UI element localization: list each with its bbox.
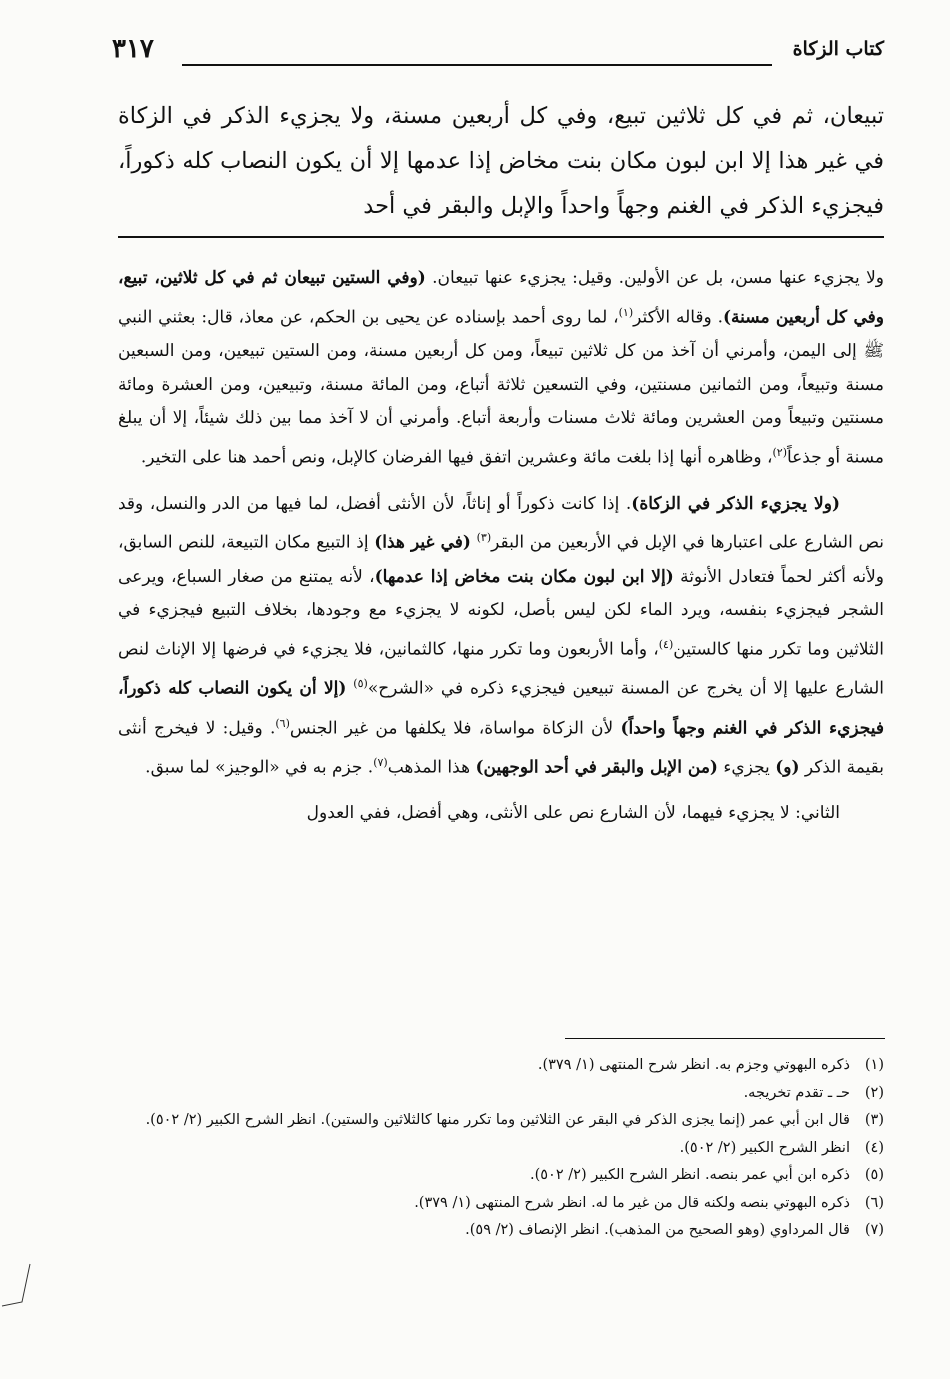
footnote-text: انظر الشرح الكبير (٢/ ٥٠٢). (679, 1139, 850, 1156)
footnote-item (118, 1135, 884, 1163)
footnote-item (118, 1080, 884, 1108)
margin-scan-mark (0, 1262, 36, 1322)
commentary-text: ، وأما الأربعون وما تكرر منها، كالثمانين، فلا يجزيء في فرضها إلا الإناث لنص الشارع عليها إلا أن يخرج عن المسنة تبيعين فيجزيء ذكره في «الشرح» (118, 639, 885, 700)
chapter-title: كتاب الزكاة (792, 38, 884, 60)
footnote-item (118, 1217, 884, 1245)
commentary-text: . إذا كانت ذكوراً أو إناثاً، لأن الأنثى أفضل، لما فيها من الدر والنسل، وقد نص الشارع على اعتبارها في الإبل في الأربعين من البقر (118, 493, 885, 553)
footnote-number: (٧) (864, 1222, 884, 1238)
bold-matn-quote: (إلا أن يكون النصاب كله ذكوراً، فيجزيء الذكر في الغنم وجهاً واحداً) (118, 679, 885, 739)
header-rule (182, 64, 772, 66)
footnotes-list (118, 1052, 884, 1245)
footnote-rule (565, 1038, 885, 1039)
commentary-text: هذا المذهب (387, 757, 476, 778)
commentary-block (118, 262, 884, 831)
footnote-number: (٥) (864, 1167, 884, 1183)
footnote-ref: (٤) (658, 638, 674, 651)
footnote-text: قال المرداوي (وهو الصحيح من المذهب). انظر الإنصاف (٢/ ٥٩). (465, 1222, 850, 1238)
page-number: ٣١٧ (112, 34, 154, 64)
commentary-paragraph-2 (118, 488, 884, 786)
footnote-text: ذكره البهوتي وجزم به. انظر شرح المنتهى (١/ ٣٧٩). (537, 1057, 850, 1073)
commentary-paragraph-3: الثاني: لا يجزيء فيهما، لأن الشارع نص على الأنثى، وهي أفضل، ففي العدول (306, 803, 840, 824)
commentary-text: يجزيء (717, 757, 776, 778)
bold-matn-quote: (من الإبل والبقر في أحد الوجهين) (475, 757, 718, 778)
footnote-text: حـ ـ تقدم تخريجه. (743, 1084, 850, 1101)
commentary-text: ولا يجزيء عنها مسن، بل عن الأولين. وقيل: يجزيء عنها تبيعان. (425, 268, 884, 288)
commentary-text: ، لأنه يمتنع من صغار السباع، ويرعى الشجر فيجزيء بنفسه، ويرد الماء لكن ليس بأصل، لكونه لا يجزيء مع وجودها، بخلاف التبيع فيجزيء في الثلاثين وما تكرر منها كالستين (118, 566, 884, 660)
commentary-text: لأن الزكاة مواساة، فلا يكلفها من غير الجنس (289, 718, 621, 739)
footnote-ref: (٧) (373, 756, 388, 770)
commentary-text: إذ التبيع مكان التبيعة، للنص السابق، ولأنه أكثر لحماً فتعادل الأنوثة (118, 532, 884, 587)
footnote-number: (٢) (864, 1084, 884, 1101)
footnote-item (118, 1107, 884, 1135)
footnote-ref: (٦) (275, 716, 290, 730)
footnote-item (118, 1162, 884, 1190)
footnote-item (118, 1190, 884, 1218)
footnote-item (118, 1052, 884, 1080)
bold-matn-quote: (ولا يجزيء الذكر في الزكاة) (631, 493, 840, 514)
footnote-text: قال ابن أبي عمر (إنما يجزى الذكر في البقر عن الثلاثين وما تكرر منها كالثلاثين والستين). انظر الشرح الكبير (٢/ ٥٠٢). (145, 1112, 850, 1128)
commentary-text: ، وظاهره أنها إذا بلغت مائة وعشرين اتفق فيها الفرضان كالإبل، ونص أحمد هنا على التخير. (140, 447, 773, 468)
commentary-text: . وقاله الأكثر (633, 307, 723, 328)
section-separator (118, 236, 884, 238)
footnote-ref: (٢) (772, 446, 787, 460)
bold-matn-quote: (إلا ابن لبون مكان بنت مخاض إذا عدمها) (374, 566, 674, 587)
commentary-text: . وقيل: لا فيخرج أنثى بقيمة الذكر (118, 718, 884, 778)
bold-matn-quote: (و) (775, 757, 800, 778)
footnote-ref: (٥) (353, 677, 368, 691)
page-header (112, 34, 884, 74)
main-text: تبيعان، ثم في كل ثلاثين تبيع، وفي كل أربعين مسنة، ولا يجزيء الذكر في الزكاة في غير هذا إلا ابن لبون مكان بنت مخاض إذا عدمها إلا أن يكون النصاب كله ذكوراً، فيجزيء الذكر في الغنم وجهاً واحداً والإبل والبقر في أحد (118, 103, 884, 219)
footnote-number: (٦) (864, 1194, 884, 1211)
footnote-number: (٤) (864, 1139, 884, 1156)
bold-matn-quote: (في غير هذا) (374, 532, 471, 553)
main-text-block (118, 94, 884, 229)
commentary-text: ، لما روى أحمد بإسناده عن يحيى بن الحكم، عن معاذ، قال: بعثني النبي ﷺ إلى اليمن، وأمرني أن آخذ من كل ثلاثين تبيعاً، ومن كل أربعين مسنة، ومن الستين تبيعين، ومن السبعين مسنة وتبيعاً، ومن الثمانين مسنتين، وفي التسعين ثلاثة أتباع، ومن المائة مسنة، وتبيعين، ومن العشرة ومائة مسنتين وتبيعاً ومن العشرين ومائة ثلاث مسنات وأربعة أتباع. وأمرني أن لا آخذ مما بين ذلك شيئاً، إلا أن يبلغ مسنة أو جذعاً (118, 307, 884, 468)
bold-matn-quote: (وفي الستين تبيعان ثم في كل ثلاثين، تبيع، وفي كل أربعين مسنة) (118, 268, 884, 328)
footnote-number: (٣) (864, 1112, 884, 1128)
commentary-paragraph-1 (118, 262, 884, 476)
footnote-text: ذكره ابن أبي عمر بنصه. انظر الشرح الكبير (٢/ ٥٠٢). (529, 1167, 850, 1183)
footnote-text: ذكره البهوتي بنصه ولكنه قال من غير ما له. انظر شرح المنتهى (١/ ٣٧٩). (414, 1194, 850, 1211)
footnote-number: (١) (864, 1057, 884, 1073)
footnote-ref: (٣) (476, 531, 492, 545)
footnote-ref: (١) (618, 305, 634, 319)
commentary-text: . جزم به في «الوجيز» لما سبق. (145, 757, 374, 778)
